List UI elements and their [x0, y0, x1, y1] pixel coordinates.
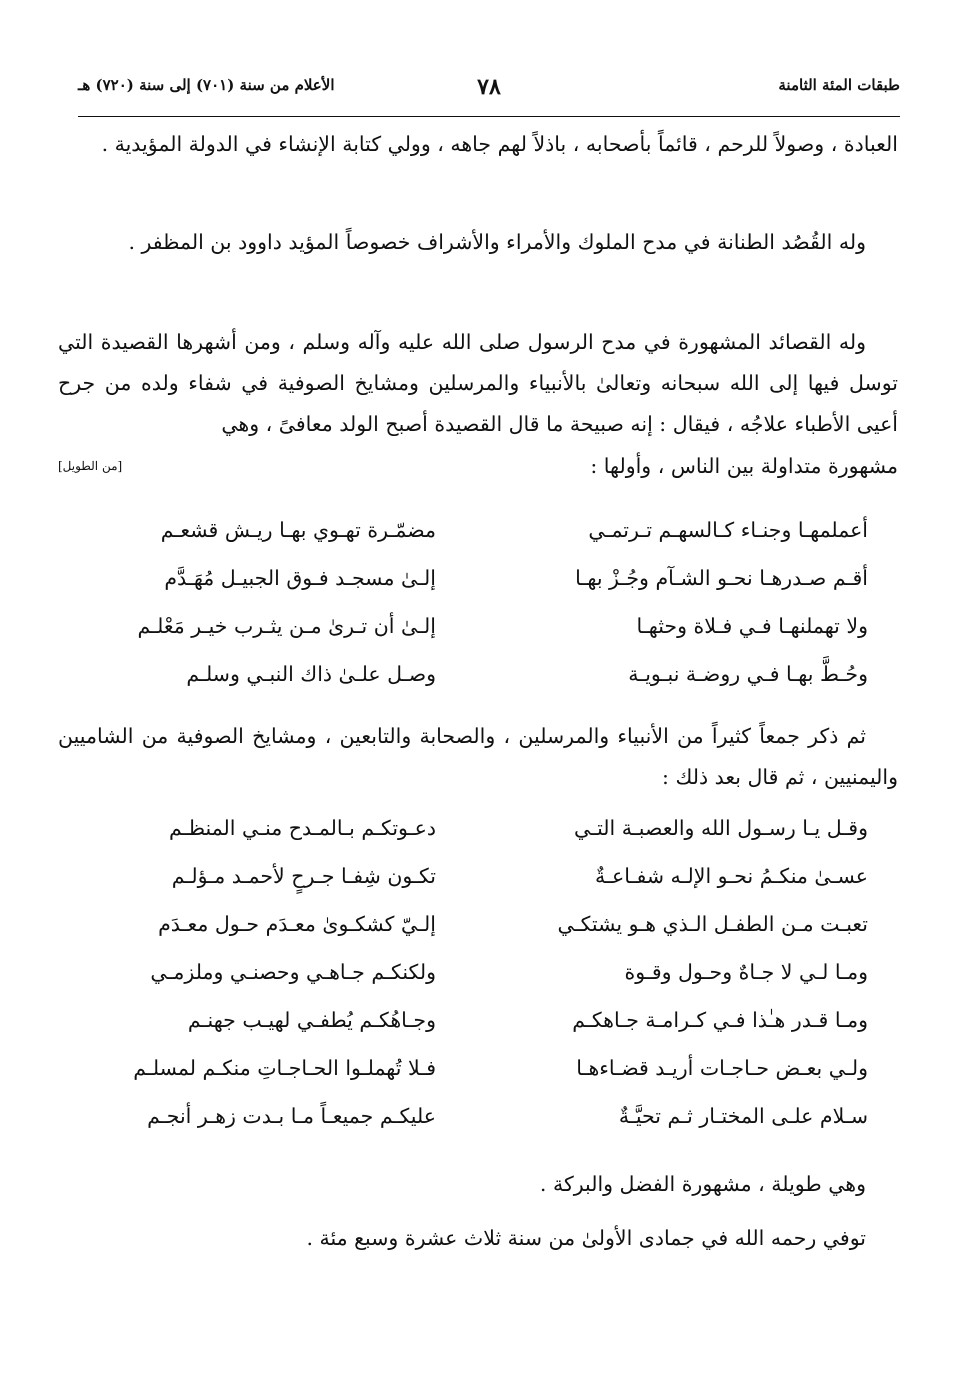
- header-rule: [78, 116, 900, 117]
- verse: [88, 864, 868, 912]
- page-header: [78, 68, 900, 108]
- verse-second-hemistich: وصـل علـىٰ ذاك النبـي وسلـم: [186, 662, 436, 686]
- verse-first-hemistich: ولا تهملنهـا فـي فـلاة وحثهـا: [636, 614, 868, 638]
- verse-second-hemistich: ولكنكـم جـاهـي وحصنـي وملزمـي: [150, 960, 436, 984]
- verse-first-hemistich: أعملمهـا وجنـاء كـالسهـم تـرتمـي: [588, 518, 868, 542]
- verse-first-hemistich: وقـل يـا رسـول الله والعصبـة التـي: [574, 816, 868, 840]
- poem-intro-text: مشهورة متداولة بين الناس ، وأولها :: [590, 454, 898, 478]
- verse-second-hemistich: وجـاهُكـم يُطفـي لهيـب جهنـم: [187, 1008, 436, 1032]
- verse-second-hemistich: فـلا تُهملـوا الحـاجـاتِ منكـم لمسلـم: [133, 1056, 436, 1080]
- verse-second-hemistich: إلـىٰ أن تـرىٰ مـن يثـرب خيـر مَعْلـم: [137, 614, 436, 638]
- paragraph-3: وله القصائد المشهورة في مدح الرسول صلى الله عليه وآله وسلم ، ومن أشهرها القصيدة التي توسل فيها إلى الله سبحانه وتعالىٰ بالأنبياء والمرسلين ومشايخ الصوفية في شفاء ولده من جرح أعيى الأطباء علاجُه ، فيقال : إنه صبيحة ما قال القصيدة أصبح الولد معافىً ، وهي: [58, 330, 898, 436]
- verse-second-hemistich: مضمّـرة تهـوي بهـا ريـش قشعـم: [160, 518, 436, 542]
- verse-first-hemistich: ومـا قـدر هـٰذا فـي كـرامـة جـاهكـم: [572, 1008, 868, 1032]
- verse-first-hemistich: ومـا لـي لا جـاهٌ وحـول وقـوة: [624, 960, 868, 984]
- verse-first-hemistich: تعبـت مـن الطفـل الـذي هـو يشتكـي: [557, 912, 868, 936]
- verse: [88, 1104, 868, 1152]
- paragraph-2: وله القُصُد الطنانة في مدح الملوك والأمراء والأشراف خصوصاً المؤيد داوود بن المظفر .: [128, 230, 866, 254]
- verse: [88, 566, 868, 614]
- verse: [88, 1056, 868, 1104]
- verse-second-hemistich: دعـوتكـم بـالمـدح منـي المنظـم: [169, 816, 436, 840]
- verse-second-hemistich: تكـون شِفـا جـرحٍ لأحمـد مـؤلـم: [171, 864, 436, 888]
- paragraph-1: العبادة ، وصولاً للرحم ، قائماً بأصحابه ، باذلاً لهم جاهه ، وولي كتابة الإنشاء في الدولة المؤيدية .: [101, 132, 898, 156]
- paragraph-6: توفي رحمه الله في جمادى الأولىٰ من سنة ثلاث عشرة وسبع مئة .: [306, 1226, 866, 1250]
- page-number: ٧٨: [477, 74, 501, 100]
- paragraph-4: ثم ذكر جمعاً كثيراً من الأنبياء والمرسلين ، والصحابة والتابعين ، ومشايخ الصوفية من الشاميين واليمنيين ، ثم قال بعد ذلك :: [58, 724, 898, 789]
- verse-first-hemistich: عسـىٰ منكـمُ نحـو الإلـه شفـاعـةٌ: [594, 864, 868, 888]
- paragraph-5: وهي طويلة ، مشهورة الفضل والبركة .: [539, 1172, 866, 1196]
- verse: [88, 662, 868, 710]
- verse: [88, 960, 868, 1008]
- verse-first-hemistich: وحُـطَّ بهـا فـي روضـة نبـويـة: [628, 662, 868, 686]
- verse-first-hemistich: ولـي بعـض حـاجـات أريـد قضـاءهـا: [576, 1056, 868, 1080]
- running-head-section-title: الأعلام من سنة (٧٠١) إلى سنة (٧٢٠) هـ: [78, 76, 335, 94]
- verse-second-hemistich: إلـىٰ مسجـد فـوق الجبيـل مُهَـدَّم: [164, 566, 436, 590]
- verse: [88, 1008, 868, 1056]
- verse-second-hemistich: عليكـم جميعـاً مـا بـدت زهـر أنجـم: [147, 1104, 436, 1128]
- verse: [88, 816, 868, 864]
- verse-first-hemistich: سـلام علـى المختـار ثـم تحيَّـةٌ: [618, 1104, 868, 1128]
- verse: [88, 912, 868, 960]
- verse-first-hemistich: أقـم صـدرهـا نحـو الشـآم وجُـزْ بهـا: [575, 566, 868, 590]
- paragraph-3-last-line: [58, 446, 898, 487]
- meter-note: [من الطويل]: [58, 459, 123, 473]
- verse: [88, 518, 868, 566]
- verse: [88, 614, 868, 662]
- running-head-book-title: طبقات المئة الثامنة: [778, 76, 900, 94]
- verse-second-hemistich: إلـيّ كشكـوىٰ معـدَم حـول معـدَم: [158, 912, 436, 936]
